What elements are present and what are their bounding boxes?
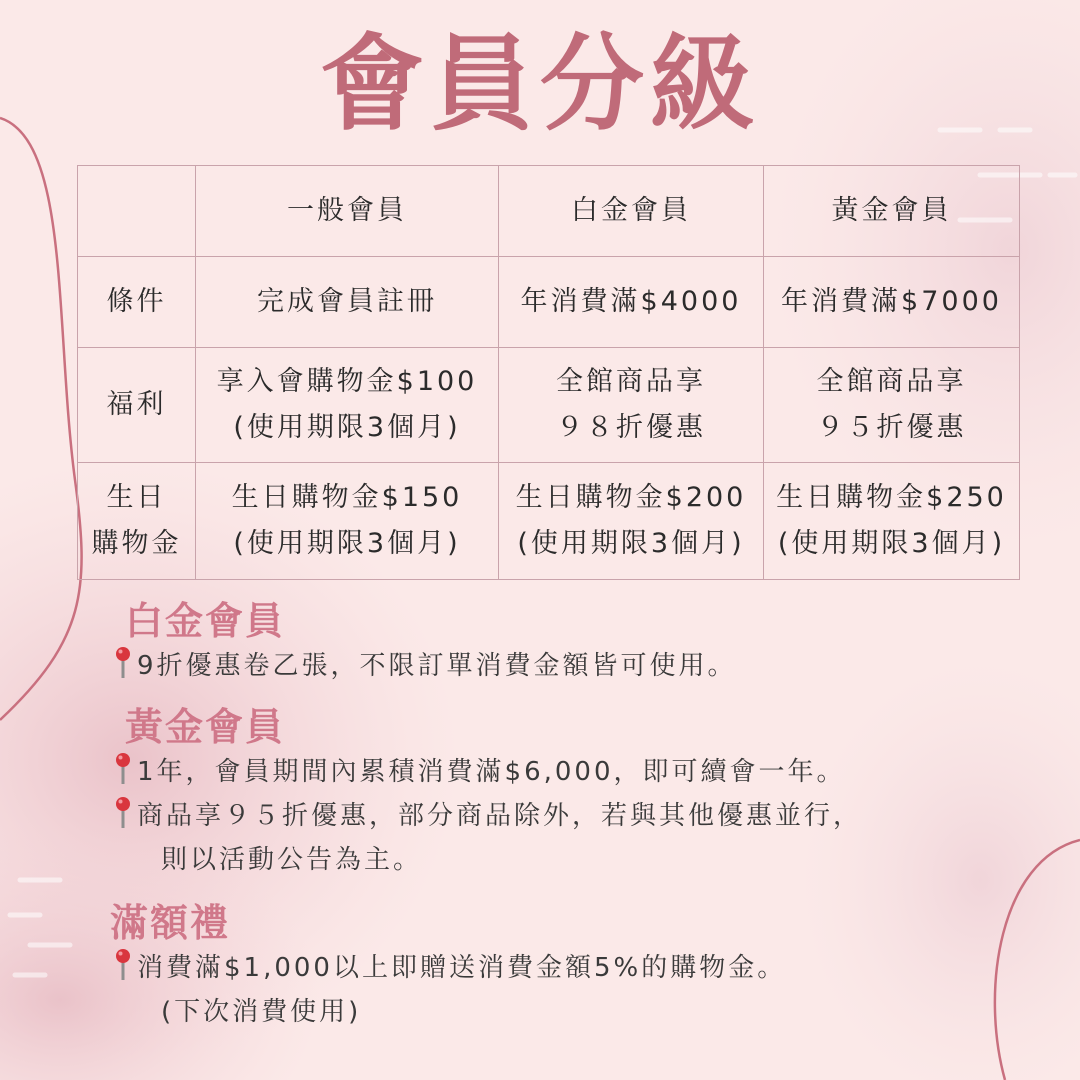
cell-gold-benefit (764, 348, 1020, 463)
row-label-text: 條件 (106, 286, 167, 317)
cell-text: (使用期限3個月) (517, 528, 745, 559)
header-cell-regular-member: 一般會員 (196, 166, 499, 257)
row-label-text: 購物金 (91, 528, 182, 559)
membership-tier-table (77, 165, 1020, 580)
gift-section (110, 900, 786, 1034)
gold-item-1 (113, 750, 862, 794)
cell-text: (使用期限3個月) (777, 528, 1006, 559)
header-cell-platinum-member: 白金會員 (499, 166, 764, 257)
cell-text: 生日購物金$200 (515, 482, 747, 513)
cell-text: 全館商品享 (816, 366, 967, 397)
cell-gold-birthday (764, 463, 1020, 580)
cell-gold-condition (764, 257, 1020, 348)
header-cell-gold-member: 黃金會員 (764, 166, 1020, 257)
table-row-birthday-credit (78, 463, 1020, 580)
row-label-text: 生日 (106, 482, 167, 513)
row-label-text: 福利 (106, 389, 167, 420)
row-label-benefits (78, 348, 196, 463)
cell-regular-benefit (196, 348, 499, 463)
cell-text: 年消費滿$7000 (781, 286, 1002, 317)
gold-item-2 (113, 794, 862, 838)
cell-text: 生日購物金$250 (776, 482, 1007, 513)
row-label-birthday-credit (78, 463, 196, 580)
cell-platinum-benefit (499, 348, 764, 463)
platinum-item-text: 9折優惠卷乙張，不限訂單消費金額皆可使用。 (137, 651, 737, 681)
pushpin-icon (113, 948, 133, 982)
gift-section-title: 滿額禮 (110, 900, 231, 945)
cell-text: 生日購物金$150 (231, 482, 463, 513)
gold-item-2-continuation: 則以活動公告為主。 (161, 845, 423, 875)
membership-tier-table-wrapper (77, 165, 1020, 580)
page-title: 會員分級 (319, 22, 760, 145)
cell-text: (使用期限3個月) (233, 412, 461, 443)
cell-platinum-birthday (499, 463, 764, 580)
gift-item-text: 消費滿$1,000以上即贈送消費金額5%的購物金。 (137, 953, 787, 983)
cell-text: ９５折優惠 (816, 412, 967, 443)
gold-item-text: 1年，會員期間內累積消費滿$6,000，即可續會一年。 (137, 757, 846, 787)
row-label-conditions (78, 257, 196, 348)
gold-section-title: 黃金會員 (125, 704, 286, 749)
gold-item-text: 商品享９５折優惠，部分商品除外，若與其他優惠並行， (137, 801, 863, 831)
pushpin-icon (113, 646, 133, 680)
cell-platinum-condition (499, 257, 764, 348)
platinum-item-1 (113, 644, 737, 688)
table-header-row (78, 166, 1020, 257)
pushpin-icon (113, 752, 133, 786)
cell-regular-birthday (196, 463, 499, 580)
cell-text: (使用期限3個月) (233, 528, 461, 559)
cell-regular-condition (196, 257, 499, 348)
table-row-conditions (78, 257, 1020, 348)
gift-item-1 (113, 946, 786, 990)
cell-text: 完成會員註冊 (257, 286, 437, 317)
platinum-section (125, 598, 737, 688)
platinum-section-title: 白金會員 (125, 598, 286, 643)
cell-text: 年消費滿$4000 (520, 286, 742, 317)
cell-text: ９８折優惠 (556, 412, 706, 443)
cell-text: 享入會購物金$100 (216, 366, 478, 397)
header-cell-empty (78, 166, 196, 257)
gift-item-1-continuation: (下次消費使用) (161, 997, 362, 1027)
cell-text: 全館商品享 (556, 366, 706, 397)
pushpin-icon (113, 796, 133, 830)
gold-section (125, 704, 862, 882)
table-row-benefits (78, 348, 1020, 463)
